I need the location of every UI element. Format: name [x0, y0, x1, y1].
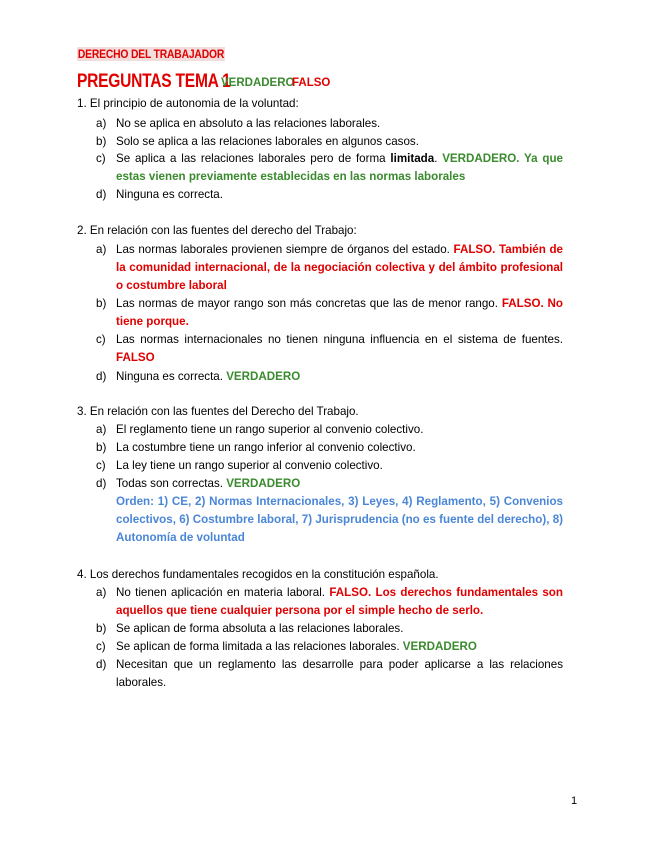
option-text [116, 241, 563, 295]
option-label: a) [96, 586, 107, 599]
option-text [116, 584, 563, 620]
q1-option-d [96, 186, 563, 204]
option-label: d) [96, 370, 107, 383]
answer-note: FALSO. Los derechos fundamentales son aquellos que tiene cualquier persona por el simple hecho de serlo. [116, 586, 563, 617]
q3-option-b [96, 439, 563, 457]
question-2: 2. En relación con las fuentes del derecho del Trabajo: [77, 224, 357, 237]
option-label: a) [96, 243, 107, 256]
option-text-main: Se aplica a las relaciones laborales pero de forma [116, 152, 391, 165]
page-number: 1 [571, 795, 578, 807]
q1-option-c [96, 150, 563, 186]
q4-option-c [96, 638, 563, 656]
option-label: b) [96, 135, 107, 148]
q3-option-a [96, 421, 563, 439]
option-text: El reglamento tiene un rango superior al convenio colectivo. [116, 423, 424, 436]
q4-option-a [96, 584, 563, 620]
option-label: a) [96, 423, 107, 436]
header-title: DERECHO DEL TRABAJADOR [77, 47, 225, 61]
option-label: d) [96, 477, 107, 490]
option-text: La costumbre tiene un rango inferior al convenio colectivo. [116, 441, 416, 454]
option-text-main: Ninguna es correcta. [116, 370, 227, 383]
document-header [77, 47, 225, 61]
option-text: Se aplican de forma absoluta a las relaciones laborales. [116, 622, 404, 635]
answer-note: FALSO. No tiene porque. [116, 297, 564, 328]
option-text-main: Las normas laborales provienen siempre de órganos del estado. [116, 243, 454, 256]
option-text-bold: limitada [390, 152, 435, 165]
option-text [116, 638, 563, 656]
answer-note: FALSO. También de la comunidad internacional, de la negociación colectiva y del ámbito profesional o costumbre laboral [116, 243, 564, 292]
q3-option-d [96, 475, 563, 547]
option-text: La ley tiene un rango superior al convenio colectivo. [116, 459, 383, 472]
option-text [116, 368, 563, 386]
option-label: b) [96, 297, 107, 310]
q2-option-a [96, 241, 563, 295]
option-text-main: Todas son correctas. [116, 477, 227, 490]
option-text: Ninguna es correcta. [116, 188, 223, 201]
option-text-main: Las normas internacionales no tienen ninguna influencia en el sistema de fuentes. [116, 333, 563, 346]
option-text [116, 475, 563, 493]
q2-option-b [96, 295, 563, 331]
legend-true: VERDADERO [221, 77, 295, 89]
q4-option-d [96, 656, 563, 692]
heading-title: PREGUNTAS TEMA 1 [77, 71, 231, 92]
option-text [116, 295, 563, 331]
option-label: c) [96, 152, 106, 165]
q1-option-a [96, 115, 563, 133]
question-3: 3. En relación con las fuentes del Derecho del Trabajo. [77, 405, 359, 418]
answer-note: VERDADERO. Ya que estas vienen previamente establecidas en las normas laborales [116, 152, 563, 183]
option-label: d) [96, 188, 107, 201]
q2-option-d [96, 368, 563, 386]
q4-option-b [96, 620, 563, 638]
option-label: c) [96, 640, 106, 653]
option-label: a) [96, 117, 107, 130]
option-text-main: No tienen aplicación en materia laboral. [116, 586, 330, 599]
section-heading [77, 71, 331, 93]
option-label: c) [96, 333, 106, 346]
option-text-punct: . [434, 152, 443, 165]
q1-option-b [96, 133, 563, 151]
answer-note: VERDADERO [226, 370, 301, 383]
answer-note: VERDADERO [402, 640, 477, 653]
option-label: c) [96, 459, 106, 472]
option-label: b) [96, 622, 107, 635]
option-text-main: Las normas de mayor rango son más concretas que las de menor rango. [116, 297, 502, 310]
option-text-main: Se aplican de forma limitada a las relaciones laborales. [116, 640, 403, 653]
option-text: No se aplica en absoluto a las relaciones laborales. [116, 117, 381, 130]
q3-option-c [96, 457, 563, 475]
answer-note: FALSO [116, 351, 155, 364]
legend-false: FALSO [292, 77, 331, 89]
question-1: 1. El principio de autonomia de la voluntad: [77, 97, 299, 110]
question-4: 4. Los derechos fundamentales recogidos en la constitución española. [77, 568, 439, 581]
option-label: b) [96, 441, 107, 454]
order-note: Orden: 1) CE, 2) Normas Internacionales, 3) Leyes, 4) Reglamento, 5) Convenios colectivos, 6) Costumbre laboral, 7) Jurisprudencia (no es fuente del derecho), 8) Autonomía de voluntad [116, 495, 563, 544]
option-text: Necesitan que un reglamento las desarrolle para poder aplicarse a las relaciones laborales. [116, 658, 563, 689]
option-text: Solo se aplica a las relaciones laborales en algunos casos. [116, 135, 419, 148]
answer-note: VERDADERO [226, 477, 301, 490]
option-text [116, 150, 563, 186]
option-label: d) [96, 658, 107, 671]
q2-option-c [96, 331, 563, 367]
option-text [116, 331, 563, 367]
